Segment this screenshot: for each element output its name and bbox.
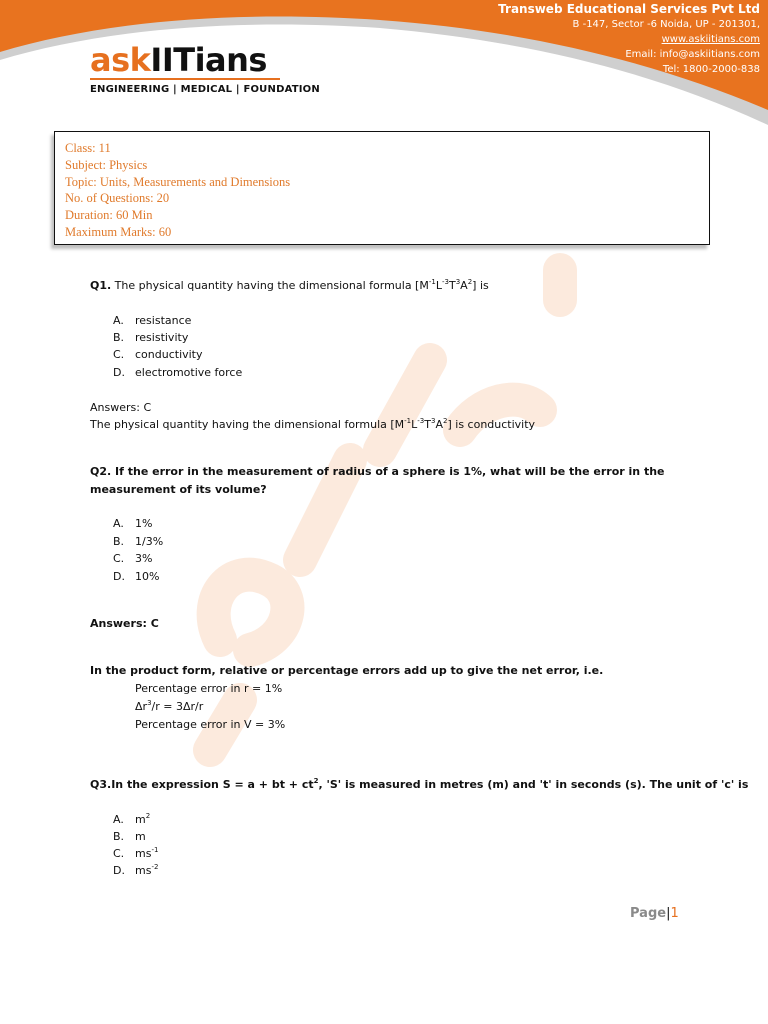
info-topic: Topic: Units, Measurements and Dimensions (65, 174, 291, 189)
info-class: Class: 11 (65, 141, 111, 155)
q1e-l: L (411, 418, 418, 431)
q2-explanation: In the product form, relative or percentage errors add up to give the net error, i.e. (90, 664, 604, 677)
option-text: ms (135, 864, 152, 877)
q1e-sup-2: -3 (417, 417, 425, 425)
q1-option-d (113, 366, 242, 379)
company-email: Email: info@askiitians.com (625, 49, 760, 60)
option-text: m (135, 830, 146, 843)
q1-explanation (90, 418, 535, 431)
q1-answer: Answers: C (90, 401, 152, 414)
option-letter: D. (113, 366, 125, 379)
q3-option-c (113, 847, 158, 860)
option-text: ms (135, 847, 152, 860)
option-text: resistance (135, 314, 192, 327)
q3-option-b (113, 830, 146, 843)
q2-option-b (113, 535, 163, 548)
page-separator: | (666, 906, 671, 921)
option-letter: A. (113, 314, 124, 327)
q1e-sup-4: 2 (443, 417, 448, 425)
company-contact-block (498, 2, 760, 77)
q2-e2-a: Δr (135, 700, 148, 713)
option-text: conductivity (135, 348, 203, 361)
info-duration: Duration: 60 Min (65, 208, 153, 223)
q2-question-line2: measurement of its volume? (90, 483, 267, 496)
q2-option-d (113, 570, 159, 583)
option-sup: -2 (151, 863, 159, 871)
q1-option-b (113, 331, 188, 344)
q2-text-1: If the error in the measurement of radius of a sphere is 1%, what will be the error in the (111, 465, 665, 478)
info-max-marks: Maximum Marks: 60 (65, 224, 172, 239)
q2-explain-step-2 (135, 700, 203, 713)
option-letter: B. (113, 830, 125, 843)
q1-question (90, 279, 489, 292)
logo-iitians: IITians (150, 41, 267, 79)
q2-number: Q2. (90, 465, 112, 478)
q1-sup-3: 3 (455, 278, 461, 286)
q2-explain-step-1: Percentage error in r = 1% (135, 682, 283, 695)
q1-text-pre: The physical quantity having the dimensional formula [M (111, 279, 429, 292)
company-name: Transweb Educational Services Pvt Ltd (498, 2, 760, 16)
q1-explain-pre: The physical quantity having the dimensional formula [M (90, 418, 405, 431)
q1e-t: T (424, 418, 431, 431)
option-letter: A. (113, 517, 124, 530)
option-text: electromotive force (135, 366, 243, 379)
option-letter: C. (113, 847, 125, 860)
option-text: resistivity (135, 331, 189, 344)
option-text: 1/3% (135, 535, 164, 548)
q1-sup-4: 2 (467, 278, 473, 286)
q1-number: Q1. (90, 279, 112, 292)
q2-e2-b: /r = 3Δr/r (151, 700, 204, 713)
q2-option-a (113, 517, 152, 530)
page-label: Page (630, 906, 667, 921)
option-sup: -1 (151, 846, 159, 854)
q3-number: Q3. (90, 778, 112, 791)
q3-text-post: , 'S' is measured in metres (m) and 't' in seconds (s). The unit of 'c' is (318, 778, 749, 791)
q1-option-c (113, 348, 203, 361)
q1-sup-1: -1 (428, 278, 436, 286)
q1-a: A (460, 279, 468, 292)
company-address: B -147, Sector -6 Noida, UP - 201301, (572, 19, 760, 30)
company-website-link[interactable]: www.askiitians.com (661, 34, 760, 45)
q2-option-c (113, 552, 152, 565)
q3-option-d (113, 864, 158, 877)
q3-sup: 2 (313, 777, 319, 785)
option-text: 1% (135, 517, 153, 530)
askiitians-logo (90, 40, 320, 95)
option-letter: C. (113, 552, 125, 565)
q1-l: L (435, 279, 442, 292)
option-letter: B. (113, 535, 125, 548)
q3-question (90, 778, 748, 791)
option-text: 10% (135, 570, 160, 583)
q1-explain-post: ] is conductivity (447, 418, 536, 431)
page-number: 1 (670, 906, 679, 921)
option-letter: D. (113, 570, 125, 583)
q1-text-post: ] is (472, 279, 489, 292)
q1-option-a (113, 314, 191, 327)
q1e-sup-1: -1 (404, 417, 412, 425)
option-letter: A. (113, 813, 124, 826)
q2-e2-sup: 3 (147, 699, 152, 707)
q1-t: T (448, 279, 456, 292)
option-letter: D. (113, 864, 125, 877)
option-text: 3% (135, 552, 153, 565)
q2-answer: Answers: C (90, 617, 159, 630)
logo-wordmark (90, 40, 320, 80)
page-number-footer (630, 906, 679, 921)
info-subject: Subject: Physics (65, 157, 148, 172)
q3-option-a (113, 813, 150, 826)
option-letter: B. (113, 331, 125, 344)
company-phone: Tel: 1800-2000-838 (662, 64, 760, 75)
logo-ask: ask (90, 41, 151, 79)
info-question-count: No. of Questions: 20 (65, 191, 170, 206)
q1e-sup-3: 3 (431, 417, 436, 425)
q2-explain-step-3: Percentage error in V = 3% (135, 718, 286, 731)
option-letter: C. (113, 348, 125, 361)
q1-sup-2: -3 (441, 278, 449, 286)
option-sup: 2 (145, 812, 151, 820)
q3-text-pre: In the expression S = a + bt + ct (111, 778, 314, 791)
test-info-box (54, 131, 710, 245)
option-text: m (135, 813, 146, 826)
q2-question-line1 (90, 465, 665, 478)
q1e-a: A (435, 418, 443, 431)
logo-tagline: ENGINEERING | MEDICAL | FOUNDATION (90, 84, 320, 95)
